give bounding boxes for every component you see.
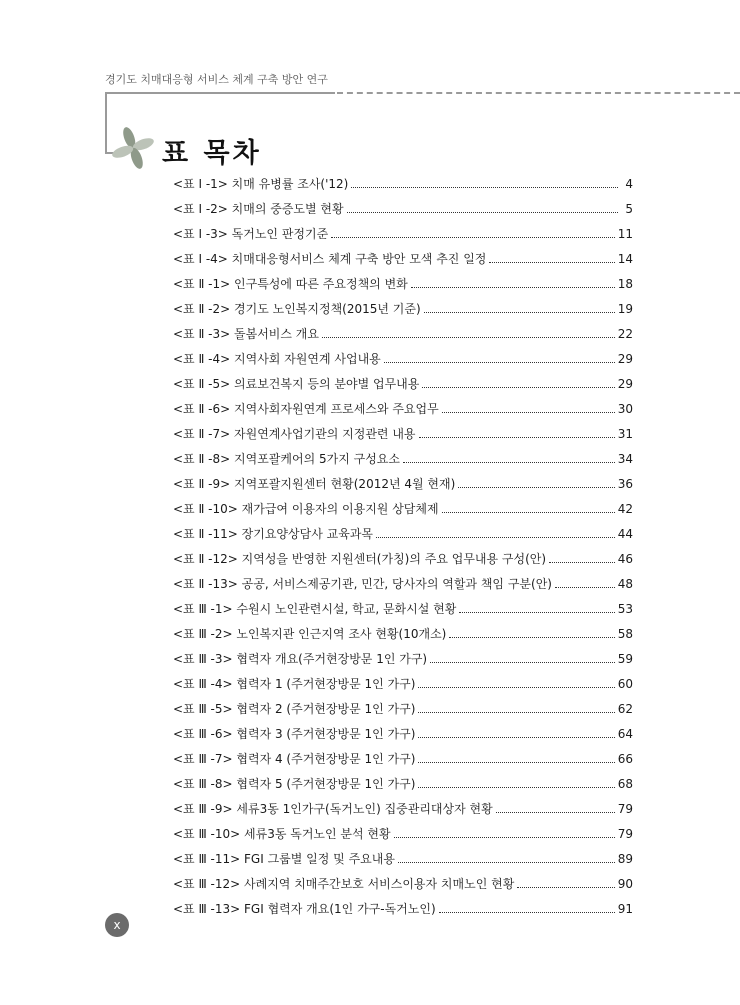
toc-entry-label: <표 Ⅲ -11> FGI 그룹별 일정 및 주요내용 xyxy=(173,852,395,866)
toc-entry-page: 14 xyxy=(617,252,633,266)
toc-entry-label: <표 Ⅱ -3> 돌봄서비스 개요 xyxy=(173,327,319,341)
toc-entry-page: 5 xyxy=(625,202,633,216)
toc-dot-leader xyxy=(419,437,615,438)
toc-entry-page: 68 xyxy=(617,777,633,791)
toc-entry[interactable] xyxy=(173,847,633,872)
toc-entry-page: 79 xyxy=(617,802,633,816)
toc-entry[interactable] xyxy=(173,222,633,247)
toc-entry-page: 90 xyxy=(617,877,633,891)
toc-dot-leader xyxy=(459,612,614,613)
toc-dot-leader xyxy=(398,862,615,863)
toc-dot-leader xyxy=(347,212,618,213)
toc-dot-leader xyxy=(403,462,615,463)
toc-dot-leader xyxy=(418,762,614,763)
toc-entry-label: <표 Ⅱ -1> 인구특성에 따른 주요정책의 변화 xyxy=(173,277,408,291)
toc-entry[interactable] xyxy=(173,472,633,497)
toc-dot-leader xyxy=(489,262,614,263)
toc-entry-label: <표 Ⅱ -10> 재가급여 이용자의 이용지원 상담체제 xyxy=(173,502,439,516)
toc-dot-leader xyxy=(422,387,614,388)
toc-entry-page: 46 xyxy=(617,552,633,566)
toc-entry[interactable] xyxy=(173,822,633,847)
toc-entry-page: 30 xyxy=(617,402,633,416)
toc-entry-label: <표 Ⅱ -13> 공공, 서비스제공기관, 민간, 당사자의 역할과 책임 구분(안) xyxy=(173,577,552,591)
toc-dot-leader xyxy=(549,562,615,563)
toc-dot-leader xyxy=(418,687,614,688)
toc-entry[interactable] xyxy=(173,372,633,397)
toc-entry-label: <표 Ⅲ -12> 사례지역 치매주간보호 서비스이용자 치매노인 현황 xyxy=(173,877,515,891)
toc-entry-page: 18 xyxy=(617,277,633,291)
toc-entry-label: <표 Ⅰ -2> 치매의 중증도별 현황 xyxy=(173,202,344,216)
toc-entry[interactable] xyxy=(173,322,633,347)
toc-entry-label: <표 Ⅲ -1> 수원시 노인관련시설, 학교, 문화시설 현황 xyxy=(173,602,457,616)
toc-entry-label: <표 Ⅰ -4> 치매대응형서비스 체계 구축 방안 모색 추진 일정 xyxy=(173,252,487,266)
toc-dot-leader xyxy=(376,537,615,538)
toc-entry-page: 22 xyxy=(617,327,633,341)
toc-dot-leader xyxy=(442,512,615,513)
toc-entry-label: <표 Ⅲ -6> 협력자 3 (주거현장방문 1인 가구) xyxy=(173,727,416,741)
toc-entry-page: 58 xyxy=(617,627,633,641)
page-number-badge: x xyxy=(105,913,129,937)
toc-dot-leader xyxy=(331,237,615,238)
toc-entry-label: <표 Ⅱ -2> 경기도 노인복지정책(2015년 기준) xyxy=(173,302,421,316)
toc-entry[interactable] xyxy=(173,172,633,197)
toc-entry[interactable] xyxy=(173,422,633,447)
toc-entry[interactable] xyxy=(173,722,633,747)
toc-entry-page: 29 xyxy=(617,377,633,391)
toc-entry-page: 44 xyxy=(617,527,633,541)
toc-entry-label: <표 Ⅲ -4> 협력자 1 (주거현장방문 1인 가구) xyxy=(173,677,416,691)
toc-entry[interactable] xyxy=(173,547,633,572)
toc-entry-label: <표 Ⅲ -13> FGI 협력자 개요(1인 가구-독거노인) xyxy=(173,902,436,916)
toc-entry-page: 48 xyxy=(617,577,633,591)
toc-entry-page: 59 xyxy=(617,652,633,666)
toc-dot-leader xyxy=(394,837,615,838)
toc-entry-label: <표 Ⅲ -10> 세류3동 독거노인 분석 현황 xyxy=(173,827,391,841)
toc-entry[interactable] xyxy=(173,647,633,672)
flower-petal-icon xyxy=(110,125,156,171)
toc-entry[interactable] xyxy=(173,697,633,722)
toc-dot-leader xyxy=(351,187,618,188)
toc-dot-leader xyxy=(418,787,614,788)
toc-entry[interactable] xyxy=(173,772,633,797)
toc-entry[interactable] xyxy=(173,397,633,422)
toc-entry[interactable] xyxy=(173,447,633,472)
toc-entry[interactable] xyxy=(173,872,633,897)
toc-entry-page: 29 xyxy=(617,352,633,366)
toc-entry[interactable] xyxy=(173,572,633,597)
toc-entry-label: <표 Ⅱ -6> 지역사회자원연계 프로세스와 주요업무 xyxy=(173,402,439,416)
toc-entry-label: <표 Ⅱ -9> 지역포괄지원센터 현황(2012년 4월 현재) xyxy=(173,477,456,491)
header-rule xyxy=(105,92,335,94)
toc-dot-leader xyxy=(439,912,615,913)
toc-entry-label: <표 Ⅱ -8> 지역포괄케어의 5가지 구성요소 xyxy=(173,452,400,466)
toc-dot-leader xyxy=(458,487,614,488)
toc-entry[interactable] xyxy=(173,272,633,297)
toc-entry[interactable] xyxy=(173,497,633,522)
toc-entry-page: 91 xyxy=(617,902,633,916)
toc-entry-label: <표 Ⅱ -4> 지역사회 자원연계 사업내용 xyxy=(173,352,381,366)
toc-entry-page: 60 xyxy=(617,677,633,691)
toc-dot-leader xyxy=(424,312,615,313)
toc-entry-label: <표 Ⅱ -12> 지역성을 반영한 지원센터(가칭)의 주요 업무내용 구성(안) xyxy=(173,552,547,566)
toc-entry-page: 66 xyxy=(617,752,633,766)
toc-dot-leader xyxy=(449,637,614,638)
toc-entry[interactable] xyxy=(173,672,633,697)
header-dashed-rule xyxy=(337,92,740,94)
toc-dot-leader xyxy=(555,587,615,588)
toc-dot-leader xyxy=(384,362,615,363)
toc-dot-leader xyxy=(418,737,614,738)
toc-dot-leader xyxy=(418,712,614,713)
toc-entry[interactable] xyxy=(173,347,633,372)
toc-entry[interactable] xyxy=(173,597,633,622)
toc-entry-label: <표 Ⅲ -7> 협력자 4 (주거현장방문 1인 가구) xyxy=(173,752,416,766)
toc-entry[interactable] xyxy=(173,522,633,547)
table-of-tables-list xyxy=(173,172,633,922)
toc-entry[interactable] xyxy=(173,622,633,647)
toc-entry-page: 19 xyxy=(617,302,633,316)
toc-dot-leader xyxy=(411,287,615,288)
page-title: 표 목차 xyxy=(162,138,262,169)
toc-entry[interactable] xyxy=(173,897,633,922)
toc-entry-label: <표 Ⅲ -2> 노인복지관 인근지역 조사 현황(10개소) xyxy=(173,627,447,641)
toc-entry-page: 36 xyxy=(617,477,633,491)
toc-entry-label: <표 Ⅱ -7> 자원연계사업기관의 지정관련 내용 xyxy=(173,427,416,441)
toc-entry-page: 11 xyxy=(617,227,633,241)
toc-dot-leader xyxy=(322,337,615,338)
toc-entry-label: <표 Ⅲ -8> 협력자 5 (주거현장방문 1인 가구) xyxy=(173,777,416,791)
toc-entry-label: <표 Ⅲ -5> 협력자 2 (주거현장방문 1인 가구) xyxy=(173,702,416,716)
toc-entry[interactable] xyxy=(173,797,633,822)
toc-entry-label: <표 Ⅲ -3> 협력자 개요(주거현장방문 1인 가구) xyxy=(173,652,428,666)
toc-dot-leader xyxy=(517,887,614,888)
toc-entry-label: <표 Ⅲ -9> 세류3동 1인가구(독거노인) 집중관리대상자 현황 xyxy=(173,802,493,816)
toc-entry[interactable] xyxy=(173,747,633,772)
toc-dot-leader xyxy=(496,812,615,813)
toc-dot-leader xyxy=(442,412,615,413)
toc-entry-page: 31 xyxy=(617,427,633,441)
toc-entry-label: <표 Ⅰ -1> 치매 유병률 조사('12) xyxy=(173,177,349,191)
toc-entry-page: 79 xyxy=(617,827,633,841)
toc-entry-label: <표 Ⅰ -3> 독거노인 판정기준 xyxy=(173,227,329,241)
running-header: 경기도 치매대응형 서비스 체계 구축 방안 연구 xyxy=(105,73,328,86)
toc-entry-label: <표 Ⅱ -11> 장기요양상담사 교육과목 xyxy=(173,527,373,541)
toc-entry-page: 4 xyxy=(625,177,633,191)
toc-entry[interactable] xyxy=(173,247,633,272)
toc-entry[interactable] xyxy=(173,297,633,322)
toc-dot-leader xyxy=(430,662,615,663)
toc-entry-page: 53 xyxy=(617,602,633,616)
toc-entry-page: 42 xyxy=(617,502,633,516)
toc-entry-label: <표 Ⅱ -5> 의료보건복지 등의 분야별 업무내용 xyxy=(173,377,420,391)
toc-entry-page: 62 xyxy=(617,702,633,716)
toc-entry[interactable] xyxy=(173,197,633,222)
toc-entry-page: 34 xyxy=(617,452,633,466)
toc-entry-page: 89 xyxy=(617,852,633,866)
toc-entry-page: 64 xyxy=(617,727,633,741)
